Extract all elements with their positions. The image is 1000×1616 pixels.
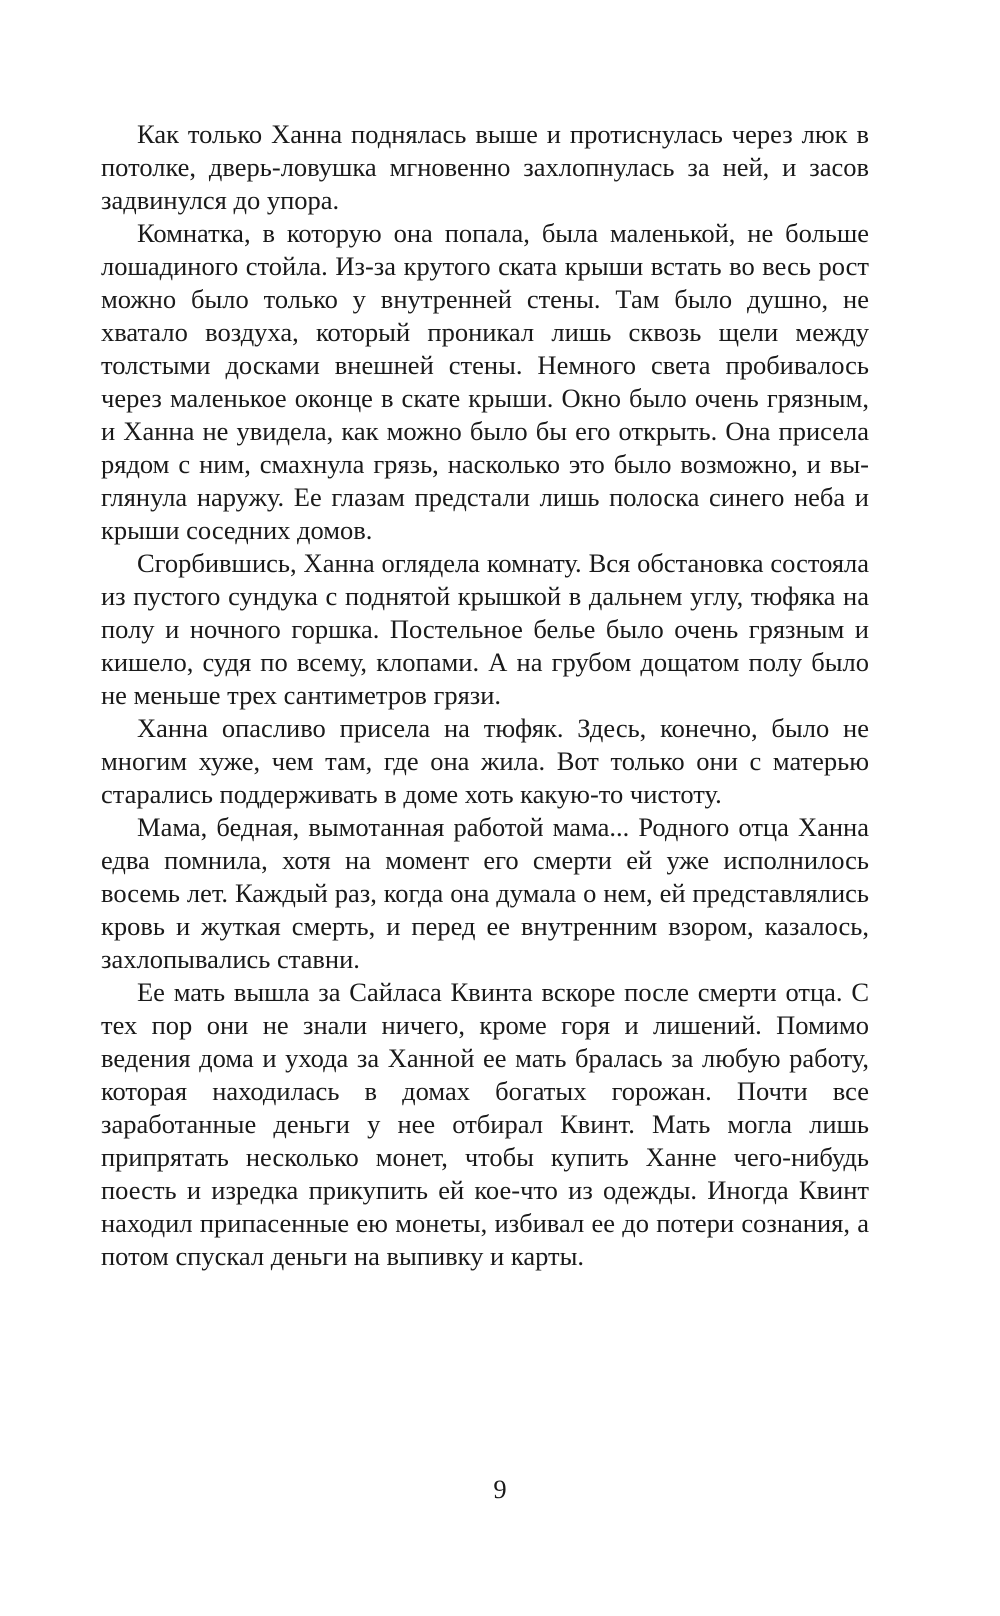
paragraph-1: Как только Ханна поднялась выше и протиснулась через люк в потолке, дверь-ловушка мгновенно захлопнулась за ней, и засов задвинулся до упора. <box>101 119 869 215</box>
page-number: 9 <box>493 1474 507 1504</box>
paragraph-2: Комнатка, в которую она попала, была маленькой, не больше лошадиного стойла. Из-за крутого ската крыши встать во весь рост можно было только у внутренней стены. Там было душно, не хватало воздуха, который проникал лишь сквозь щели между толстыми досками внешней стены. Немного света пробивалось через маленькое оконце в скате крыши. Окно было очень грязным, и Ханна не увидела, как можно было бы его открыть. Она присела рядом с ним, смахнула грязь, насколько это было возможно, и выглянула наружу. Ее глазам предстали лишь полоска синего неба и крыши соседних домов. <box>101 218 869 545</box>
paragraph-3: Сгорбившись, Ханна оглядела комнату. Вся обстановка состояла из пустого сундука с поднятой крышкой в дальнем углу, тюфяка на полу и ночного горшка. Постельное белье было очень грязным и кишело, судя по всему, клопами. А на грубом дощатом полу было не меньше трех сантиметров грязи. <box>101 548 869 710</box>
paragraph-6: Ее мать вышла за Сайласа Квинта вскоре после смерти отца. С тех пор они не знали ничего, кроме горя и лишений. Помимо ведения дома и ухода за Ханной ее мать бралась за любую работу, которая находилась в домах богатых горожан. Почти все заработанные деньги у нее отбирал Квинт. Мать могла лишь припрятать несколько монет, чтобы купить Ханне чего-нибудь поесть и изредка прикупить ей кое-что из одежды. Иногда Квинт находил припасенные ею монеты, избивал ее до потери сознания, а потом спускал деньги на выпивку и карты. <box>101 977 869 1271</box>
paragraph-4: Ханна опасливо присела на тюфяк. Здесь, конечно, было не многим хуже, чем там, где она жила. Вот только они с матерью старались поддерживать в доме хоть какую-то чистоту. <box>101 713 869 809</box>
paragraph-5: Мама, бедная, вымотанная работой мама... Родного отца Ханна едва помнила, хотя на момент его смерти ей уже исполнилось восемь лет. Каждый раз, когда она думала о нем, ей представлялись кровь и жуткая смерть, и перед ее внутренним взором, казалось, захлопывались ставни. <box>101 812 869 974</box>
body-text <box>101 118 869 1273</box>
